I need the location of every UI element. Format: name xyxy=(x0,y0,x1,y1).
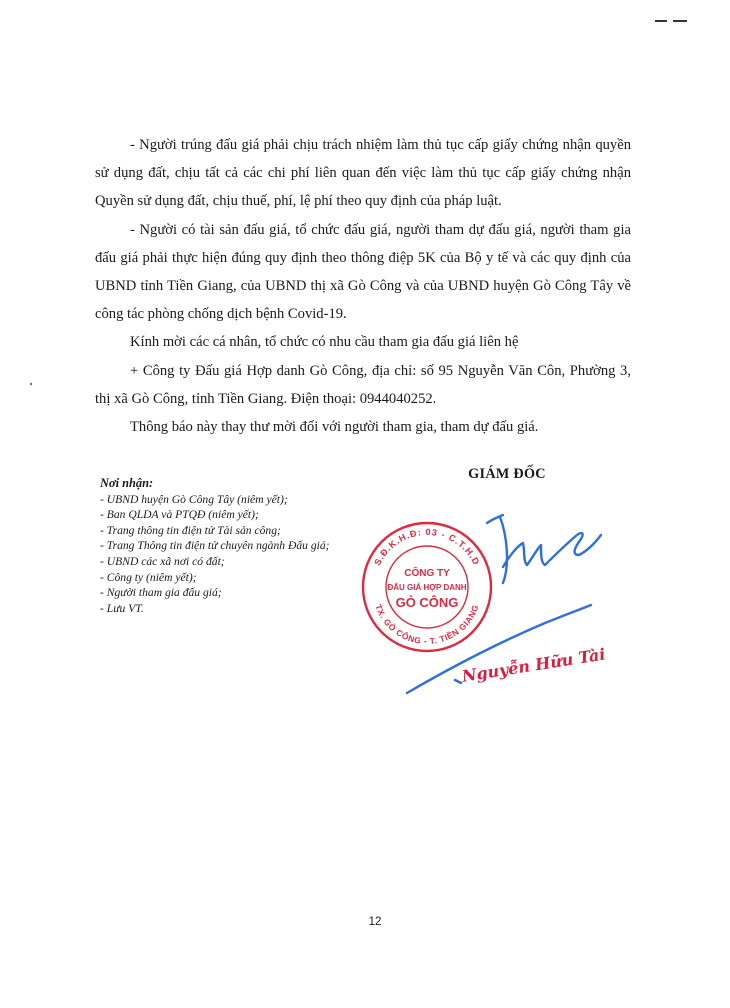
recipients-title: Nơi nhận: xyxy=(100,476,154,490)
svg-text:GÒ CÔNG: GÒ CÔNG xyxy=(395,595,459,610)
scan-speck xyxy=(30,383,32,385)
paragraph-land-certificate: - Người trúng đấu giá phải chịu trách nhiệm làm thủ tục cấp giấy chứng nhận quyền sử dụng đất, chịu tất cả các chi phí liên quan đến việc làm thủ tục cấp giấy chứng nhận Quyền sử dụng đất, chịu thuế, phí, lệ phí theo quy định của pháp luật. xyxy=(95,137,631,210)
page-number: 12 xyxy=(368,916,382,928)
recipient-item: - UBND huyện Gò Công Tây (niêm yết); xyxy=(100,492,288,506)
recipient-item: - Ban QLDA và PTQĐ (niêm yết); xyxy=(100,508,259,522)
svg-text:ĐẤU GIÁ HỢP DANH: ĐẤU GIÁ HỢP DANH xyxy=(387,583,467,592)
recipient-item: - Trang thông tin điện tử Tài sản công; xyxy=(100,523,281,537)
recipient-item: - Công ty (niêm yết); xyxy=(100,570,197,584)
recipients-block xyxy=(100,476,400,616)
paragraph-contact: + Công ty Đấu giá Hợp danh Gò Công, địa chỉ: số 95 Nguyễn Văn Côn, Phường 3, thị xã Gò Công, tỉnh Tiền Giang. Điện thoại: 0944040252. xyxy=(95,362,631,407)
signer-name: Nguyễn Hữu Tài xyxy=(460,644,607,686)
recipient-item: - UBND các xã nơi có đất; xyxy=(100,554,225,568)
paragraph-invitation: Kính mời các cá nhân, tổ chức có nhu cầu tham gia đấu giá liên hệ xyxy=(130,334,519,351)
paragraph-covid-rules: - Người có tài sản đấu giá, tổ chức đấu giá, người tham dự đấu giá, người tham gia đấu giá phải thực hiện đúng quy định theo thông điệp 5K của Bộ y tế và các quy định của UBND tỉnh Tiền Giang, của UBND thị xã Gò Công và của UBND huyện Gò Công Tây về công tác phòng chống dịch bệnh Covid-19. xyxy=(95,221,631,323)
svg-text:TX. GÒ CÔNG - T. TIỀN GIANG: TX. GÒ CÔNG - T. TIỀN GIANG xyxy=(373,602,481,647)
recipients-list xyxy=(100,492,400,617)
recipient-item: - Lưu VT. xyxy=(100,601,144,615)
recipient-item: - Trang Thông tin điện tử chuyên ngành Đấu giá; xyxy=(100,539,330,553)
svg-text:CÔNG TY: CÔNG TY xyxy=(404,568,450,579)
signer-position-title: GIÁM ĐỐC xyxy=(468,466,546,482)
paragraph-notice: Thông báo này thay thư mời đối với người tham gia, tham dự đấu giá. xyxy=(130,419,539,436)
svg-text:S.Đ.K.H.Đ: 03 - C.T.H.D: S.Đ.K.H.Đ: 03 - C.T.H.D xyxy=(372,526,482,568)
recipient-item: - Người tham gia đấu giá; xyxy=(100,586,222,600)
scan-mark xyxy=(655,12,693,30)
notice-body xyxy=(95,131,631,441)
